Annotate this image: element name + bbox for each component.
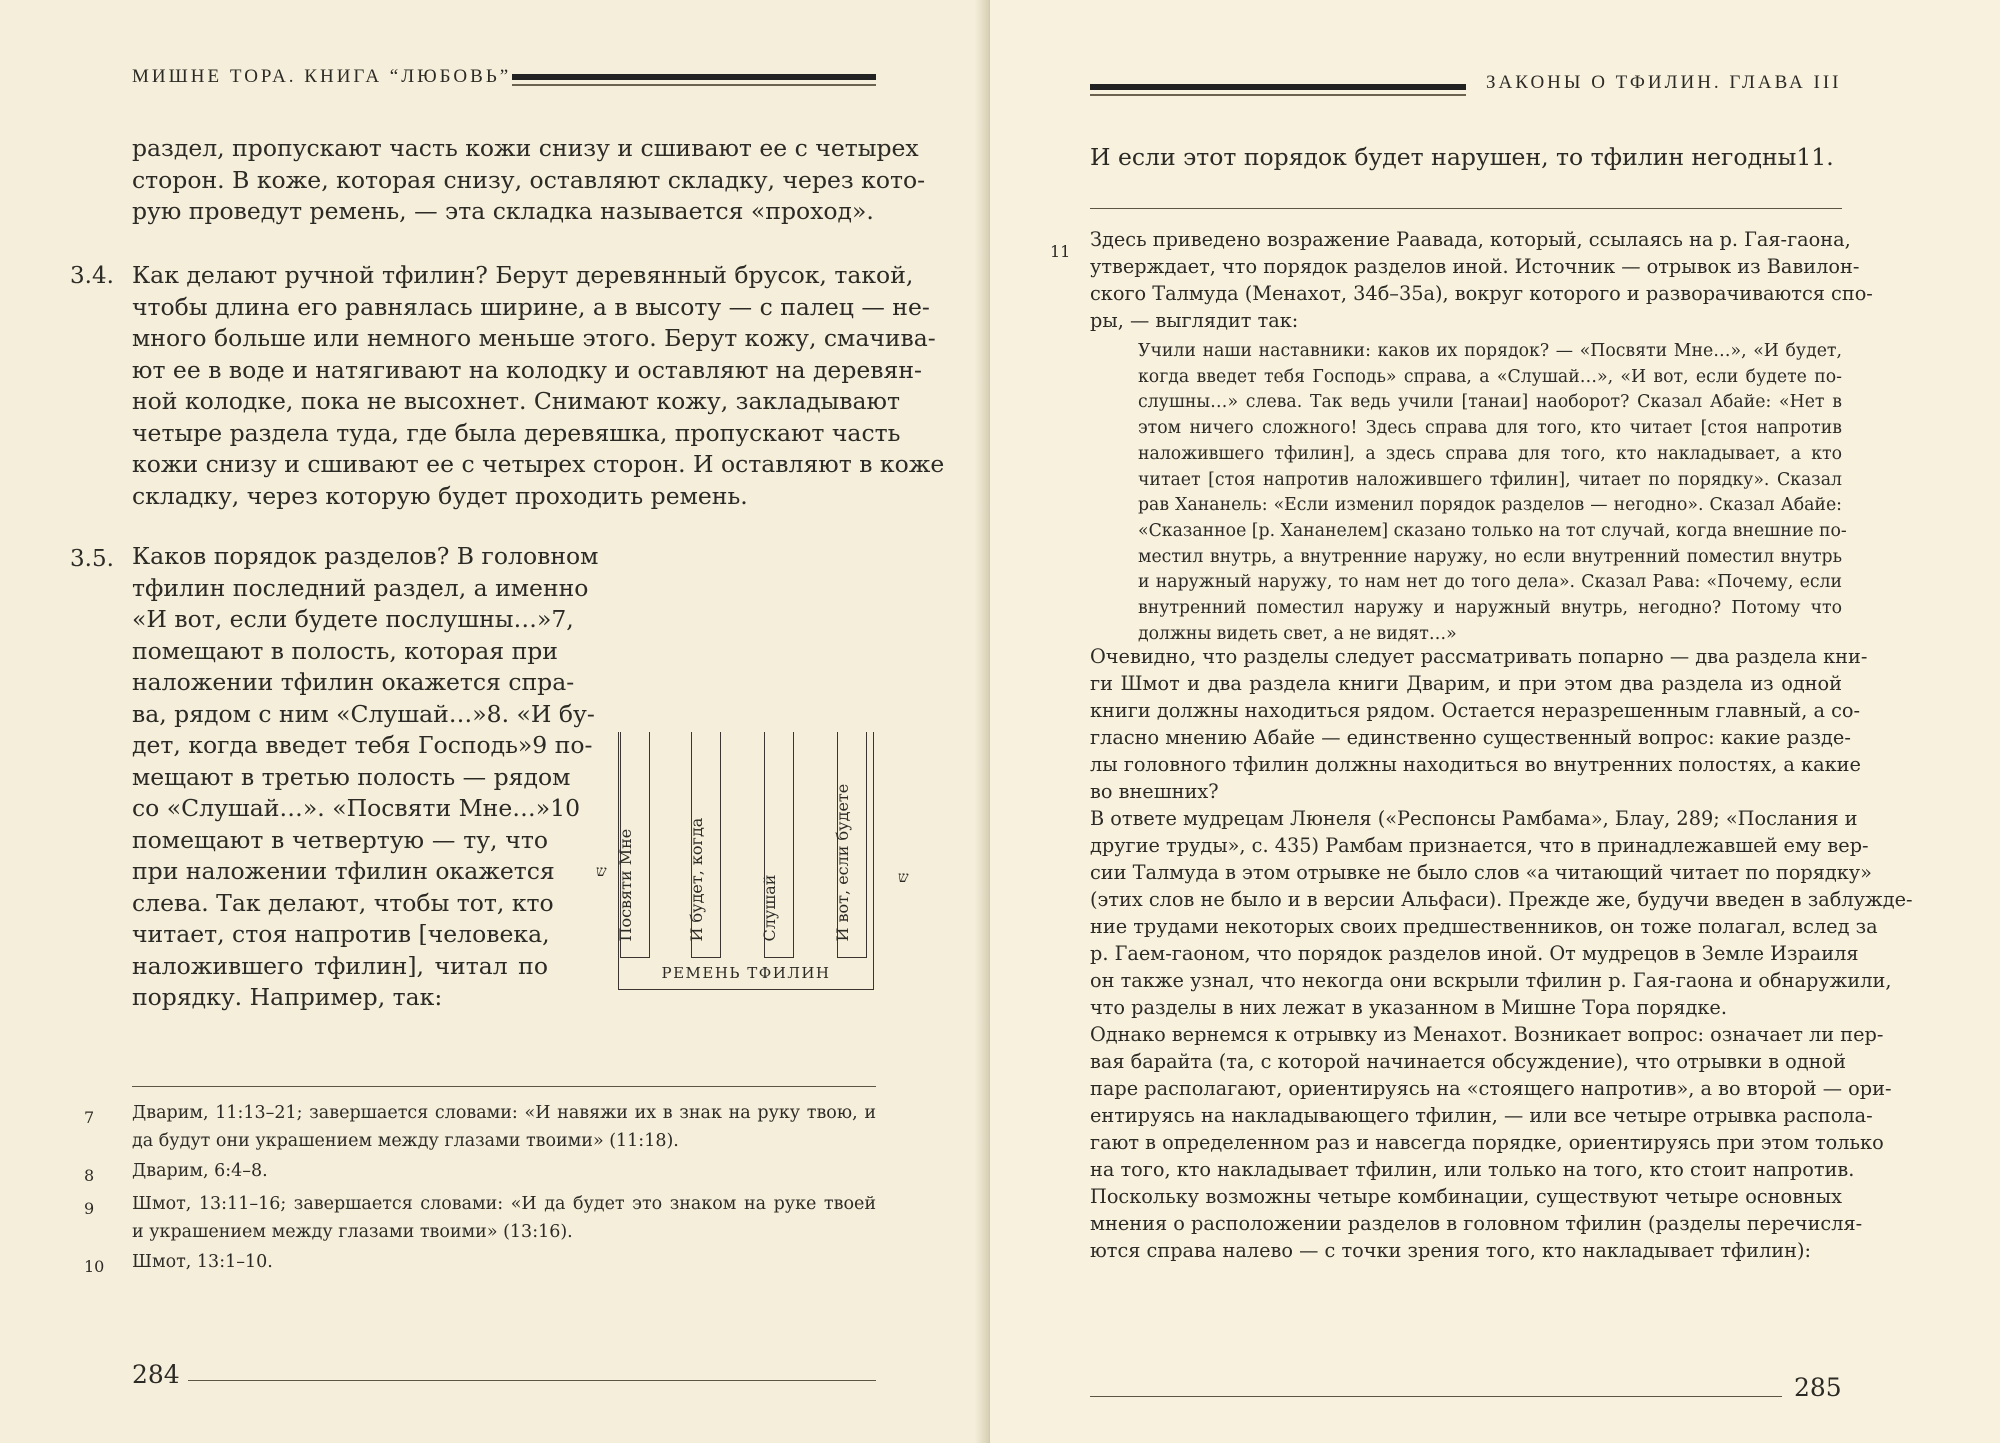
page-number-right: 285 — [1794, 1373, 1842, 1402]
compartment-label: И будет, когда — [687, 817, 706, 942]
text-line: Здесь приведено возражение Раавада, который, ссылаясь на р. Гая-гаона, — [1090, 228, 1851, 251]
text-line: ют ее в воде и натягивают на колодку и оставляют на деревян- — [132, 355, 922, 384]
text-line: помещают в полость, которая при — [132, 636, 558, 665]
section-3-4 — [132, 260, 945, 512]
text-line: раздел, пропускают часть кожи снизу и сшивают ее с четырех — [132, 134, 919, 162]
text-line: утверждает, что порядок разделов иной. Источник — отрывок из Вавилон- — [1090, 255, 1860, 278]
text-line: «И вот, если будете послушны…»7, — [132, 605, 574, 633]
section-3-5 — [132, 541, 599, 1014]
text-line: лы головного тфилин должны находиться во внутренних полостях, а какие — [1090, 753, 1861, 776]
text-line: местил внутрь, а внутренние наружу, но если внутренний поместил внутрь — [1138, 546, 1842, 567]
footnote-number: 8 — [84, 1166, 95, 1185]
text-line: наложении тфилин окажется спра- — [132, 668, 575, 696]
text-line: Шмот, 13:1–10. — [132, 1252, 273, 1272]
continuation-paragraph — [132, 133, 926, 228]
text-line: Учили наши наставники: каков их порядок? — «Посвяти Мне…», «И будет, — [1138, 341, 1842, 361]
header-rule-right-thin — [1090, 94, 1466, 96]
text-line: складку, через которую будет проходить ремень. — [132, 481, 748, 510]
text-line: слева. Так делают, чтобы тот, кто — [132, 888, 554, 917]
tefillin-diagram — [618, 732, 876, 992]
text-line: и украшением между глазами твоими» (13:16). — [132, 1222, 573, 1242]
text-line: рую проведут ремень, — эта складка называется «проход». — [132, 197, 874, 225]
footer-rule-right — [1090, 1396, 1782, 1397]
text-line: Поскольку возможны четыре комбинации, существуют четыре основных — [1090, 1185, 1842, 1208]
compartment-1 — [616, 732, 650, 958]
footnote-7 — [132, 1099, 876, 1155]
header-rule-left — [512, 74, 876, 80]
text-line: на того, кто накладывает тфилин, или только на того, кто стоит напротив. — [1090, 1158, 1855, 1181]
text-line: гласно мнению Абайе — единственно существенный вопрос: какие разде- — [1090, 726, 1851, 749]
text-line: сии Талмуда в этом отрывке не было слов «а читающий читает по порядку» — [1090, 861, 1872, 884]
running-head-left: МИШНЕ ТОРА. КНИГА “ЛЮБОВЬ” — [132, 66, 512, 87]
text-line: слушны…» слева. Так ведь учили [танаи] наоборот? Сказал Абайе: «Нет в — [1138, 392, 1842, 413]
text-line: «Сказанное [р. Хананелем] сказано только на тот случай, когда внешние по- — [1138, 520, 1847, 541]
right-page — [990, 0, 2000, 1443]
compartment-label: Посвяти Мне — [616, 828, 635, 942]
note-number: 11 — [1050, 242, 1071, 261]
main-line — [1090, 142, 1850, 174]
text-line: Как делают ручной тфилин? Берут деревянный брусок, такой, — [132, 261, 914, 289]
text-line: ры, — выглядит так: — [1090, 309, 1299, 332]
section-number-3-5: 3.5. — [70, 546, 114, 572]
text-line: внутренний поместил наружу и наружный внутрь, негодно? Потому что — [1138, 598, 1842, 619]
left-page — [0, 0, 990, 1443]
footnote-8 — [132, 1157, 876, 1185]
text-line: помещают в четвертую — ту, что — [132, 825, 548, 854]
text-line: Каков порядок разделов? В головном — [132, 542, 599, 570]
diagram-mark-left: ש — [596, 862, 607, 880]
text-line: Дварим, 11:13–21; завершается словами: «И навяжи их в знак на руку твою, и — [132, 1103, 876, 1123]
header-rule-right — [1090, 84, 1466, 90]
running-head-right: ЗАКОНЫ О ТФИЛИН. ГЛАВА III — [1486, 72, 1842, 93]
text-line: р. Гаем-гаоном, что порядок разделов иной. От мудрецов в Земле Израиля — [1090, 942, 1859, 965]
text-line: дет, когда введет тебя Господь»9 по- — [132, 731, 593, 759]
text-line: мнения о расположении разделов в головном тфилин (разделы перечисля- — [1090, 1212, 1863, 1235]
footnote-rule — [132, 1086, 876, 1087]
text-line: Шмот, 13:11–16; завершается словами: «И да будет это знаком на руке твоей — [132, 1194, 876, 1214]
text-line: порядку. Например, так: — [132, 983, 443, 1011]
strap-label: РЕМЕНЬ ТФИЛИН — [661, 964, 831, 982]
text-line: да будут они украшением между глазами твоими» (11:18). — [132, 1131, 679, 1151]
text-line: должны видеть свет, а не видят…» — [1138, 623, 1457, 644]
footer-rule-left — [188, 1380, 876, 1381]
text-line: рав Хананель: «Если изменил порядок разделов — негодно». Сказал Абайе: — [1138, 495, 1842, 516]
text-line: этом ничего сложного! Здесь справа для того, кто читает [стоя напротив — [1138, 418, 1842, 439]
header-rule-left-thin — [512, 84, 876, 86]
compartment-label: Слушай — [760, 874, 779, 942]
footnote-10 — [132, 1248, 876, 1276]
text-line: читает, стоя напротив [человека, — [132, 920, 550, 948]
text-line: Дварим, 6:4–8. — [132, 1161, 268, 1181]
text-line: читает [стоя напротив наложившего тфилин], читает по порядку». Сказал — [1138, 469, 1842, 490]
text-line: чтобы длина его равнялась ширине, а в высоту — с палец — не- — [132, 292, 930, 321]
text-line: мещают в третью полость — рядом — [132, 762, 571, 791]
footnote-9 — [132, 1190, 876, 1246]
text-line: когда введет тебя Господь» справа, а «Слушай…», «И вот, если будете по- — [1138, 366, 1842, 387]
text-line: Однако вернемся к отрывку из Менахот. Возникает вопрос: означает ли пер- — [1090, 1023, 1884, 1046]
text-line: что разделы в них лежат в указанном в Мишне Тора порядке. — [1090, 996, 1727, 1019]
diagram-mark-right: ש — [898, 868, 909, 886]
text-line: ентируясь на накладывающего тфилин, — или все четыре отрывка распола- — [1090, 1104, 1873, 1127]
text-line: много больше или немного меньше этого. Берут кожу, смачива- — [132, 324, 936, 352]
text-line: другие труды», с. 435) Рамбам признается, что в принадлежавшей ему вер- — [1090, 834, 1869, 857]
text-line: паре располагают, ориентируясь на «стоящего напротив», а во второй — ори- — [1090, 1077, 1892, 1100]
text-line: ва, рядом с ним «Слушай…»8. «И бу- — [132, 699, 595, 728]
text-line: книги должны находиться рядом. Остается неразрешенным главный, а со- — [1090, 699, 1861, 722]
text-line: И если этот порядок будет нарушен, то тфилин негодны11. — [1090, 143, 1834, 171]
text-line: со «Слушай…». «Посвяти Мне…»10 — [132, 794, 581, 822]
text-line: во внешних? — [1090, 780, 1219, 803]
compartment-2 — [687, 732, 721, 958]
talmud-quote — [1138, 339, 1847, 647]
text-line: гают в определенном раз и навсегда порядке, ориентируясь при этом только — [1090, 1131, 1884, 1154]
text-line: кожи снизу и сшивают ее с четырех сторон. И оставляют в коже — [132, 450, 945, 478]
section-number-3-4: 3.4. — [70, 263, 114, 289]
footnote-number: 10 — [84, 1257, 105, 1276]
text-line: Очевидно, что разделы следует рассматривать попарно — два раздела кни- — [1090, 645, 1868, 668]
note-intro — [1090, 226, 1873, 334]
text-line: ной колодке, пока не высохнет. Снимают кожу, закладывают — [132, 387, 900, 415]
text-line: ского Талмуда (Менахот, 34б–35а), вокруг которого и разворачиваются спо- — [1090, 282, 1873, 305]
compartment-label: И вот, если будете — [833, 783, 852, 942]
text-line: четыре раздела туда, где была деревяшка, пропускают часть — [132, 418, 901, 447]
text-line: он также узнал, что некогда они вскрыли тфилин р. Гая-гаона и обнаружили, — [1090, 969, 1892, 992]
text-line: В ответе мудрецам Люнеля («Респонсы Рамбама», Блау, 289; «Послания и — [1090, 807, 1858, 830]
text-line: при наложении тфилин окажется — [132, 857, 555, 885]
footnote-number: 7 — [84, 1108, 95, 1127]
compartment-3 — [760, 732, 794, 958]
text-line: тфилин последний раздел, а именно — [132, 573, 589, 602]
text-line: ги Шмот и два раздела книги Дварим, и при этом два раздела из одной — [1090, 672, 1842, 695]
text-line: наложившего тфилин], читал по — [132, 951, 548, 980]
text-line: наложившего тфилин], а здесь справа для того, кто накладывает, а кто — [1138, 443, 1842, 464]
page-number-left: 284 — [132, 1360, 180, 1389]
commentary-body — [1090, 643, 1913, 1264]
compartment-4 — [833, 732, 867, 958]
text-line: вая барайта (та, с которой начинается обсуждение), что отрывки в одной — [1090, 1050, 1846, 1073]
text-line: сторон. В коже, которая снизу, оставляют складку, через кото- — [132, 165, 926, 194]
text-line: (этих слов не было и в версии Альфаси). Прежде же, будучи введен в заблужде- — [1090, 888, 1913, 911]
footnote-number: 9 — [84, 1199, 95, 1218]
text-line: ются справа налево — с точки зрения того, кто накладывает тфилин): — [1090, 1239, 1811, 1262]
text-line: и наружный наружу, то нам нет до того дела». Сказал Рава: «Почему, если — [1138, 572, 1842, 593]
text-line: ние трудами некоторых своих предшественников, он тоже полагал, вслед за — [1090, 915, 1878, 938]
note-rule — [1090, 208, 1842, 209]
